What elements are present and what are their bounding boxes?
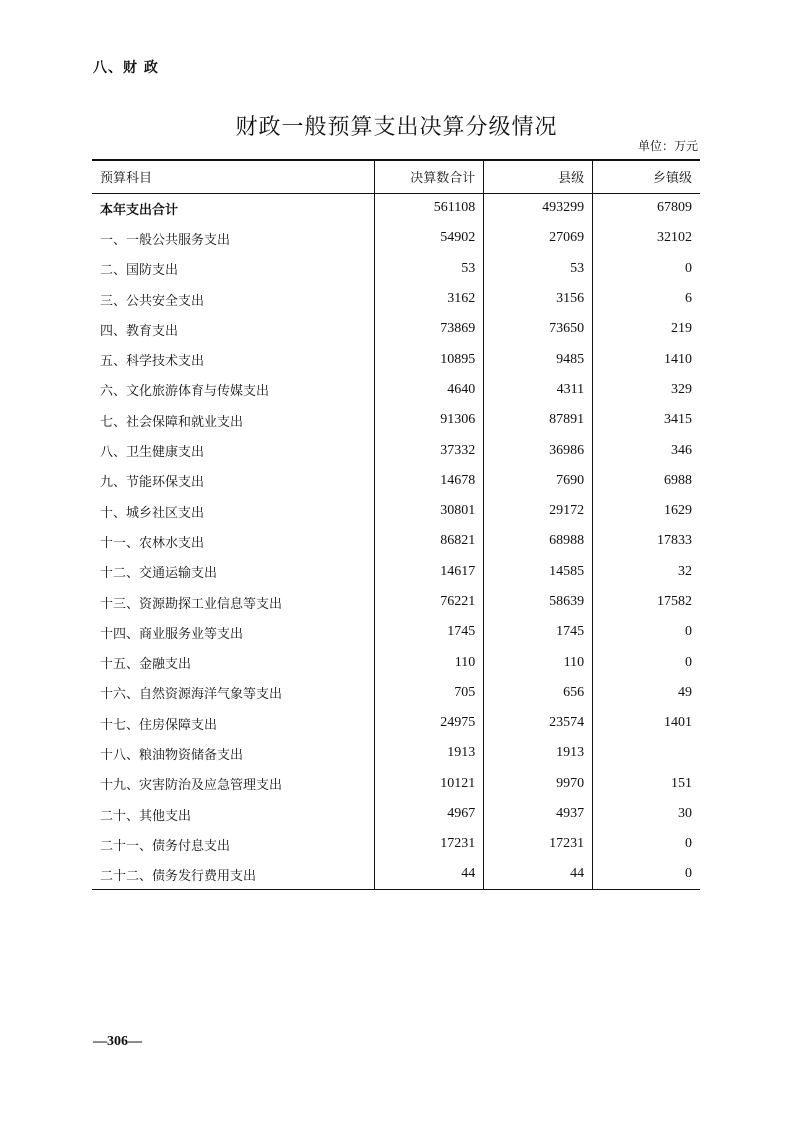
cell-total: 30801 (375, 496, 484, 526)
cell-township: 0 (593, 829, 700, 859)
row-label: 十一、农林水支出 (100, 535, 205, 551)
cell-total: 73869 (375, 314, 484, 344)
row-label: 四、教育支出 (100, 323, 179, 339)
row-label: 一、一般公共服务支出 (100, 232, 231, 248)
cell-county: 493299 (484, 193, 593, 223)
header-budget-item: 预算科目 (92, 160, 375, 193)
cell-total: 1745 (375, 617, 484, 647)
cell-township: 67809 (593, 193, 700, 223)
row-label: 三、公共安全支出 (100, 293, 205, 309)
cell-county: 29172 (484, 496, 593, 526)
cell-township: 30 (593, 799, 700, 829)
cell-county: 44 (484, 860, 593, 890)
row-label: 五、科学技术支出 (100, 354, 205, 370)
cell-total: 44 (375, 860, 484, 890)
row-label: 十、城乡社区支出 (100, 505, 205, 521)
table-header-row (92, 160, 700, 193)
row-label: 十六、自然资源海洋气象等支出 (100, 687, 283, 703)
cell-township: 0 (593, 254, 700, 284)
table-row (92, 557, 700, 587)
cell-county: 9485 (484, 344, 593, 374)
table-row (92, 617, 700, 647)
header-township: 乡镇级 (593, 160, 700, 193)
cell-total: 14617 (375, 557, 484, 587)
cell-township: 6 (593, 284, 700, 314)
table-row (92, 647, 700, 677)
budget-expenditure-table (92, 159, 700, 890)
cell-township: 151 (593, 769, 700, 799)
section-heading: 八、财 政 (93, 60, 159, 76)
row-label: 十八、粮油物资储备支出 (100, 747, 244, 763)
cell-township: 0 (593, 860, 700, 890)
cell-county: 1913 (484, 738, 593, 768)
table-body (92, 193, 700, 890)
page-title: 财政一般预算支出决算分级情况 (235, 115, 558, 140)
row-label: 二十二、债务发行费用支出 (92, 860, 375, 890)
table-row-total (92, 193, 700, 223)
table-row (92, 678, 700, 708)
cell-township: 1410 (593, 344, 700, 374)
unit-label: 单位：万元 (637, 139, 698, 153)
cell-township: 3415 (593, 405, 700, 435)
row-label: 二十一、债务付息支出 (100, 838, 231, 854)
cell-township: 346 (593, 435, 700, 465)
cell-total: 561108 (375, 193, 484, 223)
cell-total: 86821 (375, 526, 484, 556)
cell-township: 32 (593, 557, 700, 587)
table-row (92, 254, 700, 284)
cell-total: 3162 (375, 284, 484, 314)
table-row (92, 435, 700, 465)
cell-total: 705 (375, 678, 484, 708)
cell-total: 4640 (375, 375, 484, 405)
cell-township: 219 (593, 314, 700, 344)
cell-total: 54902 (375, 223, 484, 253)
cell-county: 4937 (484, 799, 593, 829)
row-label: 八、卫生健康支出 (100, 445, 205, 461)
page-number: —306— (93, 1034, 142, 1049)
cell-township (593, 738, 700, 768)
row-label: 十九、灾害防治及应急管理支出 (100, 778, 283, 794)
table-row (92, 405, 700, 435)
cell-county: 36986 (484, 435, 593, 465)
table-row (92, 496, 700, 526)
cell-total: 91306 (375, 405, 484, 435)
cell-county: 87891 (484, 405, 593, 435)
row-label: 二十、其他支出 (100, 808, 192, 824)
table-row (92, 829, 700, 859)
cell-county: 23574 (484, 708, 593, 738)
row-label: 十二、交通运输支出 (100, 566, 218, 582)
cell-county: 17231 (484, 829, 593, 859)
cell-total: 110 (375, 647, 484, 677)
table-row (92, 769, 700, 799)
row-label: 十七、住房保障支出 (100, 717, 218, 733)
table-row (92, 587, 700, 617)
cell-township: 0 (593, 617, 700, 647)
row-label: 二、国防支出 (100, 263, 179, 279)
cell-county: 3156 (484, 284, 593, 314)
cell-county: 53 (484, 254, 593, 284)
cell-township: 17582 (593, 587, 700, 617)
cell-township: 32102 (593, 223, 700, 253)
table-row (92, 526, 700, 556)
cell-county: 656 (484, 678, 593, 708)
cell-total: 1913 (375, 738, 484, 768)
cell-county: 68988 (484, 526, 593, 556)
cell-township: 6988 (593, 466, 700, 496)
cell-township: 49 (593, 678, 700, 708)
table-row (92, 466, 700, 496)
cell-total: 76221 (375, 587, 484, 617)
cell-county: 1745 (484, 617, 593, 647)
cell-total: 17231 (375, 829, 484, 859)
cell-county: 27069 (484, 223, 593, 253)
cell-county: 73650 (484, 314, 593, 344)
cell-total: 37332 (375, 435, 484, 465)
table-row (92, 314, 700, 344)
table-row (92, 860, 700, 890)
cell-county: 58639 (484, 587, 593, 617)
cell-total: 53 (375, 254, 484, 284)
header-county: 县级 (484, 160, 593, 193)
row-label: 十五、金融支出 (100, 657, 192, 673)
table-row (92, 375, 700, 405)
cell-county: 4311 (484, 375, 593, 405)
table-row (92, 223, 700, 253)
row-label: 十三、资源勘探工业信息等支出 (100, 596, 283, 612)
table-row (92, 344, 700, 374)
table-row (92, 284, 700, 314)
row-label: 六、文化旅游体育与传媒支出 (100, 384, 270, 400)
cell-township: 17833 (593, 526, 700, 556)
table-row (92, 799, 700, 829)
cell-total: 4967 (375, 799, 484, 829)
table-row (92, 738, 700, 768)
cell-township: 1401 (593, 708, 700, 738)
row-label: 七、社会保障和就业支出 (100, 414, 244, 430)
row-label: 九、节能环保支出 (100, 475, 205, 491)
cell-township: 0 (593, 647, 700, 677)
cell-total: 24975 (375, 708, 484, 738)
cell-county: 110 (484, 647, 593, 677)
cell-township: 329 (593, 375, 700, 405)
cell-county: 9970 (484, 769, 593, 799)
cell-county: 14585 (484, 557, 593, 587)
row-label: 本年支出合计 (100, 202, 179, 218)
cell-total: 10895 (375, 344, 484, 374)
cell-township: 1629 (593, 496, 700, 526)
cell-county: 7690 (484, 466, 593, 496)
header-total: 决算数合计 (375, 160, 484, 193)
cell-total: 14678 (375, 466, 484, 496)
cell-total: 10121 (375, 769, 484, 799)
row-label: 十四、商业服务业等支出 (100, 626, 244, 642)
table-row (92, 708, 700, 738)
